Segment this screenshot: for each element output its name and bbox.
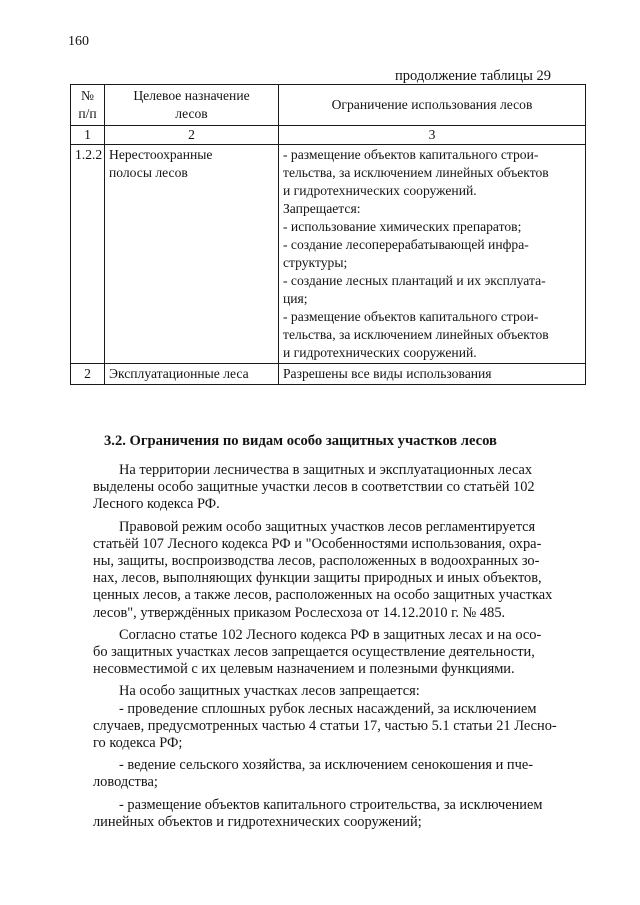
column-number: 2: [105, 126, 279, 145]
paragraph: [93, 683, 557, 752]
table-row: [71, 364, 586, 385]
cell-line: Запрещается:: [283, 201, 361, 216]
cell-line: Эксплуатационные леса: [109, 366, 249, 381]
text-line: ны, защиты, воспроизводства лесов, расположенных в водоохранных зо-: [93, 553, 540, 570]
text-line: Правовой режим особо защитных участков лесов регламентируется: [119, 518, 536, 535]
cell-line: полосы лесов: [109, 165, 188, 180]
table-header-row: [71, 85, 586, 126]
text-line: бо защитных участках лесов запрещается осуществление деятельности,: [93, 644, 535, 661]
cell-line: Разрешены все виды использования: [283, 366, 492, 381]
cell-line: Нерестоохранные: [109, 147, 213, 162]
paragraph: [93, 627, 549, 679]
paragraph: [93, 462, 549, 514]
page-number: 160: [68, 34, 89, 49]
header-purpose: Целевое назначение лесов: [105, 85, 279, 126]
cell-line: тельства, за исключением линейных объектов: [283, 327, 549, 342]
text-line: - ведение сельского хозяйства, за исключением сенокошения и пче-: [119, 757, 534, 774]
paragraph: [93, 518, 553, 622]
text-line: го кодекса РФ;: [93, 735, 183, 752]
text-line: ловодства;: [93, 774, 158, 791]
row-purpose: [105, 145, 279, 364]
body-text: [93, 462, 557, 836]
cell-line: структуры;: [283, 255, 348, 270]
text-line: нах, лесов, выполняющих функции защиты природных и иных объектов,: [93, 570, 542, 587]
row-number: 2: [71, 364, 105, 385]
header-number: № п/п: [71, 85, 105, 126]
text-line: выделены особо защитные участки лесов в соответствии со статьёй 102: [93, 479, 535, 496]
text-line: случаев, предусмотренных частью 4 статьи 17, частью 5.1 статьи 21 Лесно-: [93, 717, 557, 734]
column-number-row: [71, 126, 586, 145]
column-number: 3: [279, 126, 586, 145]
text-line: Лесного кодекса РФ.: [93, 496, 220, 513]
cell-line: - создание лесных плантаций и их эксплуата-: [283, 273, 546, 288]
text-line: На особо защитных участках лесов запрещается:: [119, 683, 420, 700]
text-line: - проведение сплошных рубок лесных насаждений, за исключением: [119, 700, 537, 717]
text-line: ценных лесов, а также лесов, расположенных на особо защитных участках: [93, 587, 553, 604]
row-restriction: [279, 145, 586, 364]
cell-line: - размещение объектов капитального строи-: [283, 147, 539, 162]
row-purpose: [105, 364, 279, 385]
paragraph: [93, 797, 549, 831]
cell-line: тельства, за исключением линейных объектов: [283, 165, 549, 180]
header-restriction: Ограничение использования лесов: [279, 85, 586, 126]
restrictions-table: [70, 84, 586, 385]
text-line: На территории лесничества в защитных и эксплуатационных лесах: [119, 462, 533, 478]
section-heading: 3.2. Ограничения по видам особо защитных участков лесов: [104, 433, 497, 449]
text-line: - размещение объектов капитального строительства, за исключением: [119, 796, 543, 813]
text-line: статьёй 107 Лесного кодекса РФ и "Особенностями использования, охра-: [93, 535, 542, 552]
cell-line: - создание лесоперерабатывающей инфра-: [283, 237, 529, 252]
cell-line: - использование химических препаратов;: [283, 219, 522, 234]
cell-line: и гидротехнических сооружений.: [283, 183, 477, 198]
cell-line: - размещение объектов капитального строи-: [283, 309, 539, 324]
table-caption: продолжение таблицы 29: [395, 68, 551, 84]
text-line: Согласно статье 102 Лесного кодекса РФ в защитных лесах и на осо-: [119, 626, 542, 643]
text-line: линейных объектов и гидротехнических сооружений;: [93, 813, 422, 830]
table-row: [71, 145, 586, 364]
text-line: лесов", утверждённых приказом Рослесхоза от 14.12.2010 г. № 485.: [93, 604, 506, 621]
column-number: 1: [71, 126, 105, 145]
cell-line: ция;: [283, 291, 308, 306]
row-restriction: [279, 364, 586, 385]
row-number: 1.2.2: [71, 145, 105, 364]
paragraph: [93, 757, 549, 791]
cell-line: и гидротехнических сооружений.: [283, 345, 477, 360]
text-line: несовместимой с их целевым назначением и полезными функциями.: [93, 661, 515, 678]
